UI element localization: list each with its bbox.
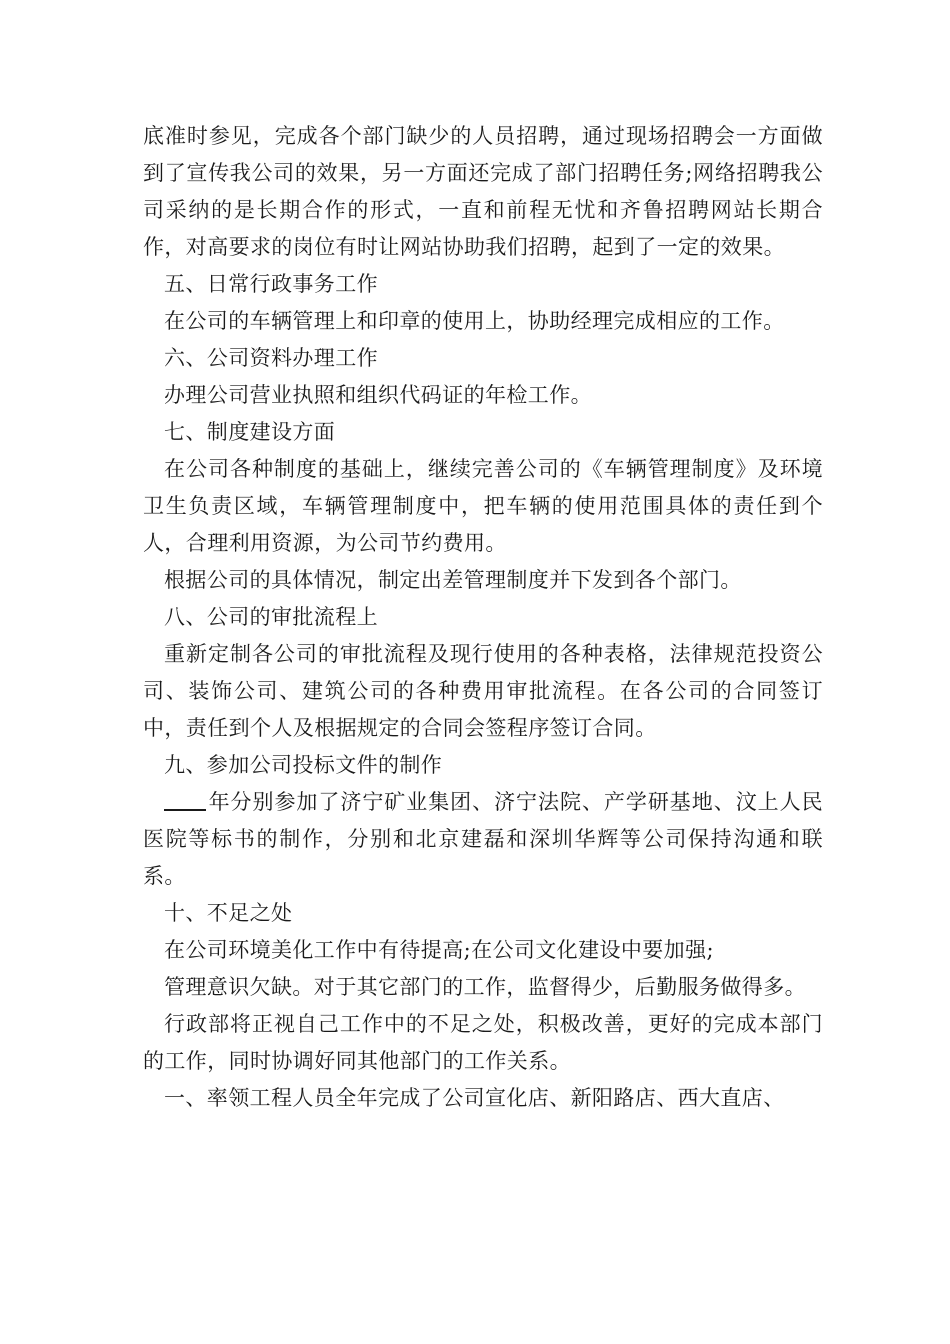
paragraph-improvement: 行政部将正视自己工作中的不足之处，积极改善，更好的完成本部门的工作，同时协调好同其他部门的工作关系。 (143, 1012, 823, 1073)
paragraph-approval-process: 重新定制各公司的审批流程及现行使用的各种表格，法律规范投资公司、装饰公司、建筑公司的各种费用审批流程。在各公司的合同签订中，责任到个人及根据规定的合同会签程序签订合同。 (143, 642, 823, 740)
heading-section-6: 六、公司资料办理工作 (164, 346, 378, 370)
fill-in-blank (164, 789, 206, 811)
heading-section-8: 八、公司的审批流程上 (164, 605, 378, 629)
heading-section-7: 七、制度建设方面 (164, 420, 336, 444)
paragraph-shortcoming-1: 在公司环境美化工作中有待提高;在公司文化建设中要加强; (164, 938, 714, 962)
paragraph-engineering: 一、率领工程人员全年完成了公司宣化店、新阳路店、西大直店、 (164, 1086, 785, 1110)
paragraph-bidding-text: 年分别参加了济宁矿业集团、济宁法院、产学研基地、汶上人民医院等标书的制作，分别和北京建磊和深圳华辉等公司保持沟通和联系。 (143, 790, 823, 888)
paragraph-vehicle-seal: 在公司的车辆管理上和印章的使用上，协助经理完成相应的工作。 (164, 309, 785, 333)
heading-section-10: 十、不足之处 (164, 901, 293, 925)
heading-section-9: 九、参加公司投标文件的制作 (164, 753, 443, 777)
heading-section-5: 五、日常行政事务工作 (164, 272, 378, 296)
paragraph-shortcoming-2: 管理意识欠缺。对于其它部门的工作，监督得少，后勤服务做得多。 (164, 975, 806, 999)
paragraph-license-inspection: 办理公司营业执照和组织代码证的年检工作。 (164, 383, 592, 407)
paragraph-travel-rules: 根据公司的具体情况，制定出差管理制度并下发到各个部门。 (164, 568, 742, 592)
document-body (143, 118, 823, 1117)
paragraph-vehicle-rules: 在公司各种制度的基础上，继续完善公司的《车辆管理制度》及环境卫生负责区域，车辆管理制度中，把车辆的使用范围具体的责任到个人，合理利用资源，为公司节约费用。 (143, 457, 823, 555)
paragraph-recruitment-continued: 底准时参见，完成各个部门缺少的人员招聘，通过现场招聘会一方面做到了宣传我公司的效果，另一方面还完成了部门招聘任务;网络招聘我公司采纳的是长期合作的形式，一直和前程无忧和齐鲁招聘网站长期合作，对高要求的岗位有时让网站协助我们招聘，起到了一定的效果。 (143, 124, 823, 259)
paragraph-bidding (143, 784, 823, 895)
